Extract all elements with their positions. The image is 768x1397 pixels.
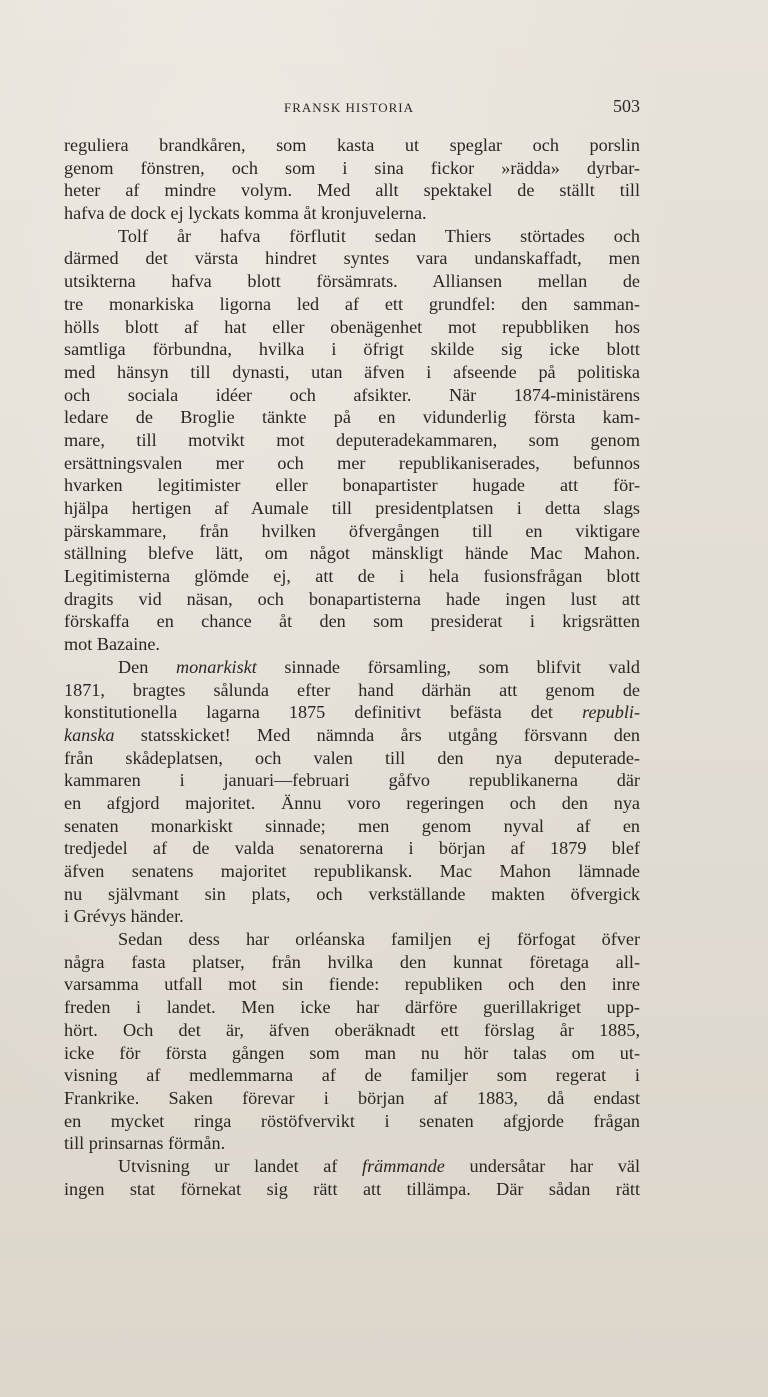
body-text [64, 134, 640, 1200]
text-line: hölls blott af hat eller obenägenhet mot repubbliken hos [64, 316, 640, 337]
text-line: freden i landet. Men icke har därföre guerillakriget upp- [64, 997, 640, 1018]
text-line: genom fönstren, och som i sina fickor »rädda» dyrbar- [64, 157, 640, 178]
text-segment: sinnade församling, som blifvit vald [256, 656, 640, 677]
text-line: mare, till motvikt mot deputeradekammaren, som genom [64, 429, 640, 450]
text-line: hjälpa hertigen af Aumale till presidentplatsen i detta slags [64, 498, 640, 518]
text-line: tredjedel af de valda senatorerna i början af 1879 blef [64, 838, 640, 859]
text-line [64, 701, 640, 724]
text-line: från skådeplatsen, och valen till den nya deputerade- [64, 747, 640, 768]
text-line: samtliga förbundna, hvilka i öfrigt skilde sig icke blott [64, 339, 640, 360]
emphasis-text: republi- [582, 702, 640, 723]
text-line: ingen stat förnekat sig rätt att tillämpa. Där sådan rätt [64, 1178, 640, 1199]
emphasis-text: monarkiskt [175, 656, 257, 677]
text-line: med hänsyn till dynasti, utan äfven i afseende på politiska [64, 361, 640, 382]
text-line: Legitimisterna glömde ej, att de i hela fusionsfrågan blott [64, 566, 640, 587]
text-line: visning af medlemmarna af de familjer som regerat i [64, 1065, 640, 1086]
text-line: utsikterna hafva blott försämrats. Alliansen mellan de [64, 271, 640, 292]
text-line: i Grévys händer. [64, 906, 184, 927]
text-line: icke för första gången som man nu hör talas om ut- [64, 1042, 640, 1063]
text-line: nu självmant sin plats, och verkställande makten öfvergick [64, 883, 640, 904]
text-line [64, 1155, 640, 1178]
emphasis-text: kanska [64, 724, 115, 745]
text-line: ställning blefve lätt, om något mänskligt hände Mac Mahon. [64, 543, 640, 564]
text-line: därmed det värsta hindret syntes vara undanskaffadt, men [64, 248, 640, 269]
text-line: Frankrike. Saken förevar i början af 1883, då endast [64, 1087, 640, 1108]
text-line: senaten monarkiskt sinnade; men genom nyval af en [64, 815, 640, 836]
text-line: Tolf år hafva förflutit sedan Thiers störtades och [118, 225, 640, 246]
text-line [64, 656, 640, 679]
text-line: dragits vid näsan, och bonapartisterna hade ingen lust att [64, 588, 640, 609]
text-line: tre monarkiska ligorna led af ett grundfel: den samman- [64, 293, 640, 314]
text-line: äfven senatens majoritet republikansk. Mac Mahon lämnade [64, 861, 640, 881]
text-line: hafva de dock ej lyckats komma åt kronjuvelerna. [64, 203, 427, 224]
text-line: mot Bazaine. [64, 634, 160, 655]
text-line: hvarken legitimister eller bonapartister hugade att för- [64, 475, 640, 496]
text-segment: statsskicket! Med nämnda års utgång försvann den [114, 724, 640, 745]
running-title: FRANSK HISTORIA [284, 100, 414, 115]
text-line: ledare de Broglie tänkte på en vidunderlig första kam- [64, 407, 640, 428]
page-number: 503 [613, 96, 640, 116]
text-segment: Utvisning ur landet af [118, 1155, 363, 1176]
page-header [64, 96, 640, 120]
text-line: 1871, bragtes sålunda efter hand därhän att genom de [64, 679, 640, 700]
text-line: Sedan dess har orléanska familjen ej förfogat öfver [118, 929, 640, 950]
text-line: förskaffa en chance åt den som presiderat i krigsrätten [64, 611, 640, 632]
text-line: till prinsarnas förmån. [64, 1133, 226, 1154]
text-line: ersättningsvalen mer och mer republikaniserades, befunnos [64, 452, 640, 473]
emphasis-text: främmande [362, 1155, 445, 1176]
text-line: reguliera brandkåren, som kasta ut speglar och porslin [64, 135, 640, 155]
text-line: en mycket ringa röstöfvervikt i senaten afgjorde frågan [64, 1110, 640, 1131]
text-line: hört. Och det är, äfven oberäknadt ett förslag år 1885, [64, 1019, 640, 1040]
text-line: kammaren i januari—februari gåfvo republikanerna där [64, 770, 640, 791]
text-segment: konstitutionella lagarna 1875 definitivt befästa det [64, 702, 583, 723]
text-line: några fasta platser, från hvilka den kunnat företaga all- [64, 951, 640, 972]
text-line [64, 724, 640, 747]
text-segment: Den [118, 656, 176, 677]
text-line: pärskammare, från hvilken öfvergången till en viktigare [64, 520, 640, 541]
text-line: och sociala idéer och afsikter. När 1874-ministärens [64, 384, 640, 405]
text-segment: undersåtar har väl [444, 1155, 640, 1176]
text-line: varsamma utfall mot sin fiende: republiken och den inre [64, 974, 640, 995]
text-line: en afgjord majoritet. Ännu voro regeringen och den nya [64, 792, 640, 813]
text-line: heter af mindre volym. Med allt spektakel de ställt till [64, 180, 640, 201]
